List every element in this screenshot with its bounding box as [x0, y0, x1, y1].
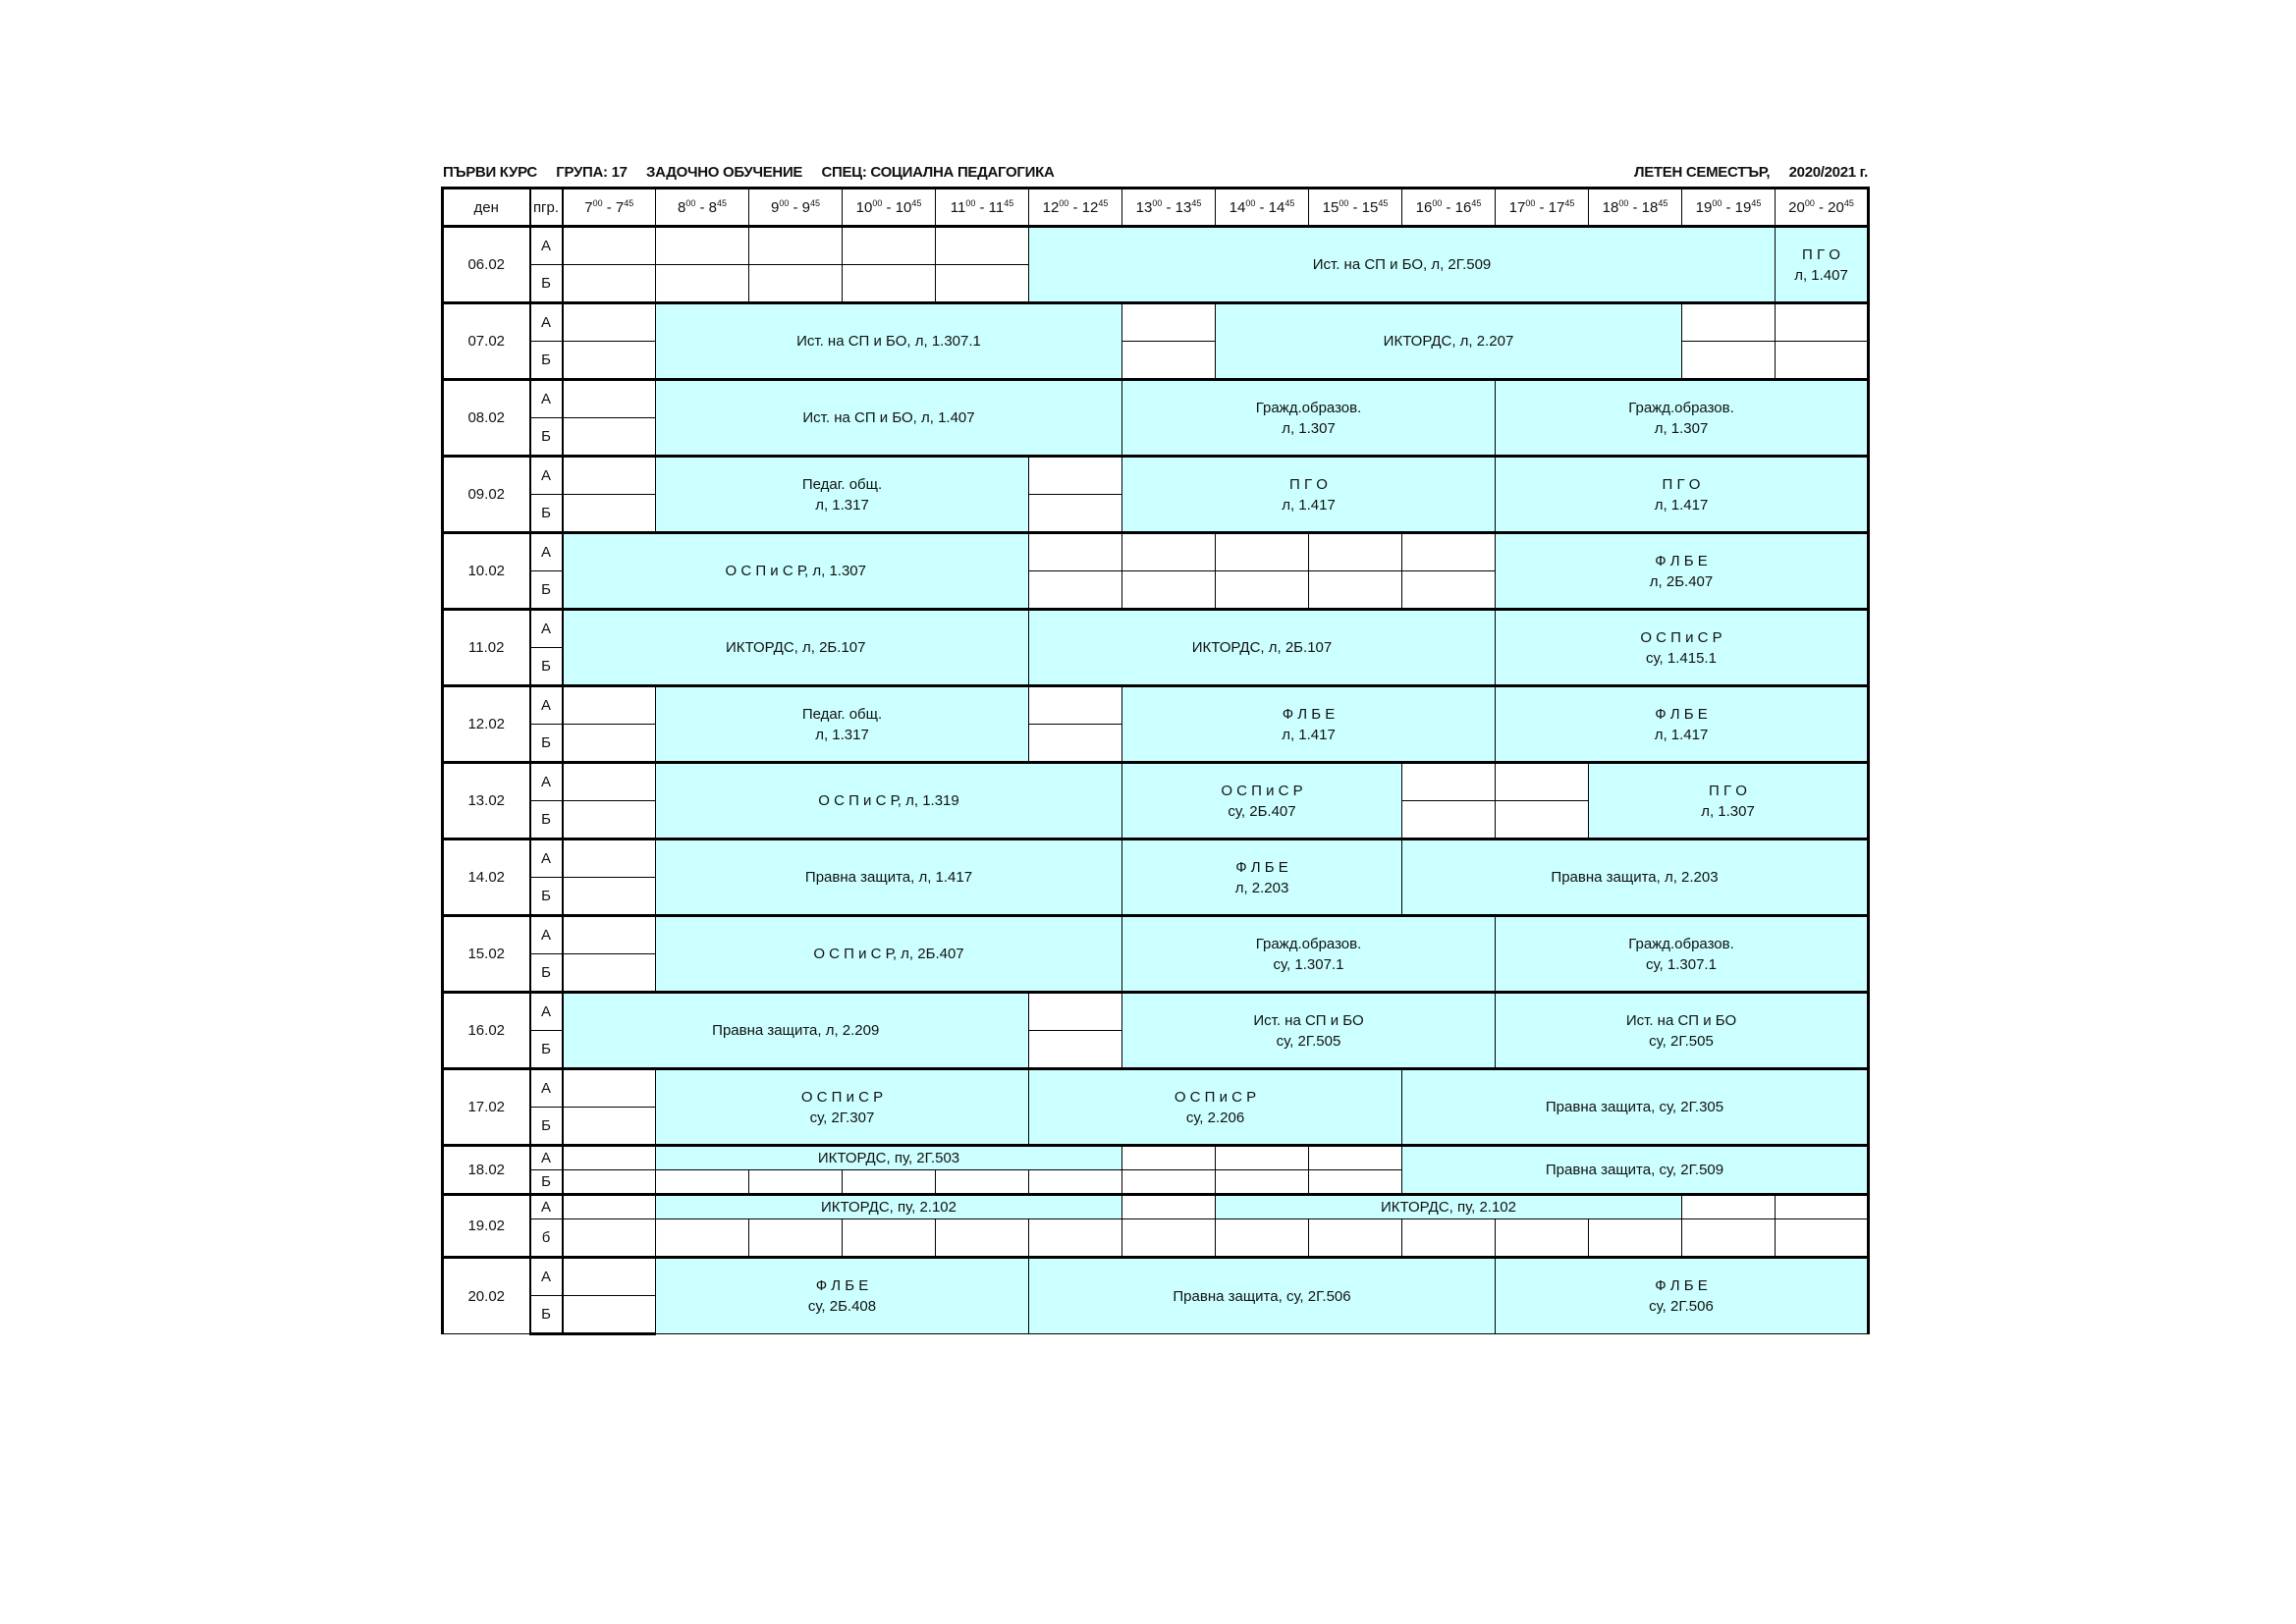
class-cell — [656, 1195, 1122, 1219]
class-room: л, 1.417 — [1654, 726, 1709, 743]
empty-slot — [563, 725, 656, 763]
day-row-a — [443, 1069, 1869, 1108]
class-name: Педаг. общ. — [801, 705, 883, 723]
empty-slot — [843, 265, 936, 303]
empty-slot — [1029, 993, 1122, 1031]
class-cell — [1122, 839, 1402, 916]
empty-slot — [563, 839, 656, 878]
empty-slot — [563, 1146, 656, 1170]
class-room: л, 1.417 — [1654, 496, 1709, 514]
empty-slot — [1029, 1031, 1122, 1069]
day-date: 15.02 — [443, 916, 530, 993]
subgroup-label: Б — [530, 1031, 563, 1069]
empty-slot — [1776, 342, 1869, 380]
subgroup-label: Б — [530, 265, 563, 303]
class-cell — [656, 380, 1122, 457]
class-cell — [1216, 1195, 1682, 1219]
class-name: О С П и С Р, л, 2Б.407 — [813, 946, 964, 962]
day-date: 07.02 — [443, 303, 530, 380]
day-row-a — [443, 1258, 1869, 1296]
class-name: Ф Л Б Е — [1235, 858, 1288, 876]
class-cell — [1122, 763, 1402, 839]
class-cell — [1029, 1069, 1402, 1146]
empty-slot — [563, 801, 656, 839]
empty-slot — [1122, 533, 1216, 571]
timeslot-header: $20^{00} - 20^{45}$ — [1776, 189, 1869, 227]
day-row-a — [443, 227, 1869, 265]
subgroup-label: Б — [530, 571, 563, 610]
day-column-header: ден — [443, 189, 530, 227]
class-room: л, 1.407 — [1794, 266, 1848, 284]
empty-slot — [1496, 1219, 1589, 1258]
empty-slot — [563, 1296, 656, 1334]
class-room: л, 1.307 — [1701, 802, 1755, 820]
empty-slot — [1029, 533, 1122, 571]
subgroup-label: Б — [530, 648, 563, 686]
class-cell — [1216, 303, 1682, 380]
day-row-a — [443, 533, 1869, 571]
empty-slot — [1029, 686, 1122, 725]
subgroup-label: А — [530, 1258, 563, 1296]
schedule-header — [441, 163, 1868, 185]
class-cell — [1496, 457, 1869, 533]
empty-slot — [1029, 725, 1122, 763]
empty-slot — [1402, 533, 1496, 571]
day-row-a — [443, 1146, 1869, 1170]
class-name: Гражд.образов. — [1255, 399, 1362, 416]
timeslot-header: $17^{00} - 17^{45}$ — [1496, 189, 1589, 227]
class-name: Ф Л Б Е — [815, 1277, 869, 1294]
timeslot-header: $12^{00} - 12^{45}$ — [1029, 189, 1122, 227]
day-date: 10.02 — [443, 533, 530, 610]
class-cell — [656, 457, 1029, 533]
empty-slot — [1682, 303, 1776, 342]
class-cell — [1402, 839, 1869, 916]
day-date: 14.02 — [443, 839, 530, 916]
timeslot-header: $15^{00} - 15^{45}$ — [1309, 189, 1402, 227]
class-name: Ист. на СП и БО — [1253, 1011, 1364, 1029]
class-room: су, 2.206 — [1185, 1109, 1245, 1126]
timeslot-header: $9^{00} - 9^{45}$ — [749, 189, 843, 227]
day-row-b — [443, 1219, 1869, 1258]
day-row-a — [443, 993, 1869, 1031]
class-name: ИКТОРДС, пу, 2.102 — [821, 1199, 957, 1216]
subgroup-label: А — [530, 763, 563, 801]
class-room: су, 1.307.1 — [1273, 955, 1344, 973]
empty-slot — [1402, 1219, 1496, 1258]
subgroup-label: Б — [530, 801, 563, 839]
empty-slot — [1402, 763, 1496, 801]
class-name: О С П и С Р — [1640, 628, 1722, 646]
class-cell — [1029, 227, 1776, 303]
class-name: Правна защита, л, 1.417 — [804, 869, 973, 886]
class-name: Правна защита, су, 2Г.506 — [1173, 1287, 1351, 1305]
class-name: П Г О — [1662, 475, 1701, 493]
empty-slot — [936, 1219, 1029, 1258]
empty-slot — [563, 916, 656, 954]
class-cell — [563, 993, 1029, 1069]
class-cell — [1402, 1069, 1869, 1146]
empty-slot — [1776, 1195, 1869, 1219]
class-cell — [1029, 610, 1496, 686]
day-row-a — [443, 457, 1869, 495]
class-room: л, 1.307 — [1282, 419, 1336, 437]
class-name: Ист. на СП и БО — [1625, 1011, 1737, 1029]
empty-slot — [1309, 533, 1402, 571]
empty-slot — [563, 1108, 656, 1146]
empty-slot — [656, 1170, 749, 1195]
empty-slot — [749, 1219, 843, 1258]
day-row-a — [443, 380, 1869, 418]
class-cell — [1122, 686, 1496, 763]
empty-slot — [563, 954, 656, 993]
day-date: 09.02 — [443, 457, 530, 533]
empty-slot — [1216, 1170, 1309, 1195]
class-cell — [656, 916, 1122, 993]
class-room: су, 2Б.407 — [1228, 802, 1296, 820]
empty-slot — [843, 227, 936, 265]
subgroup-label: б — [530, 1219, 563, 1258]
class-name: Правна защита, л, 2.203 — [1551, 869, 1719, 886]
class-name: Педаг. общ. — [801, 475, 883, 493]
class-cell — [1589, 763, 1869, 839]
subgroup-label: Б — [530, 495, 563, 533]
class-room: л, 1.307 — [1654, 419, 1709, 437]
subgroup-label: Б — [530, 725, 563, 763]
class-name: Гражд.образов. — [1255, 935, 1362, 952]
class-name: ИКТОРДС, пу, 2Г.503 — [817, 1150, 960, 1166]
empty-slot — [749, 265, 843, 303]
day-row-a — [443, 763, 1869, 801]
class-cell — [1496, 993, 1869, 1069]
empty-slot — [1122, 342, 1216, 380]
class-room: су, 2Г.506 — [1649, 1298, 1714, 1315]
subgroup-label: Б — [530, 954, 563, 993]
subgroup-label: А — [530, 227, 563, 265]
day-date: 18.02 — [443, 1146, 530, 1195]
empty-slot — [563, 1195, 656, 1219]
class-room: л, 1.317 — [815, 726, 869, 743]
empty-slot — [656, 227, 749, 265]
class-cell — [563, 533, 1029, 610]
day-row-a — [443, 1195, 1869, 1219]
empty-slot — [563, 227, 656, 265]
empty-slot — [656, 1219, 749, 1258]
empty-slot — [1122, 1219, 1216, 1258]
day-date: 16.02 — [443, 993, 530, 1069]
empty-slot — [936, 227, 1029, 265]
empty-slot — [563, 303, 656, 342]
class-cell — [1122, 916, 1496, 993]
subgroup-column-header: пгр. — [530, 189, 563, 227]
class-cell — [656, 763, 1122, 839]
day-date: 13.02 — [443, 763, 530, 839]
empty-slot — [563, 1069, 656, 1108]
class-name: О С П и С Р — [800, 1088, 884, 1106]
empty-slot — [1216, 533, 1309, 571]
class-cell — [1496, 686, 1869, 763]
empty-slot — [749, 227, 843, 265]
empty-slot — [1029, 1219, 1122, 1258]
empty-slot — [1216, 1146, 1309, 1170]
class-room: л, 1.417 — [1282, 726, 1336, 743]
subgroup-label: А — [530, 993, 563, 1031]
class-name: Ф Л Б Е — [1655, 705, 1708, 723]
day-row-a — [443, 610, 1869, 648]
class-room: су, 2Г.505 — [1649, 1032, 1714, 1050]
timeslot-header: $7^{00} - 7^{45}$ — [563, 189, 656, 227]
empty-slot — [1122, 1195, 1216, 1219]
subgroup-label: А — [530, 1069, 563, 1108]
empty-slot — [1682, 1219, 1776, 1258]
class-cell — [656, 1069, 1029, 1146]
subgroup-label: Б — [530, 1296, 563, 1334]
empty-slot — [1216, 571, 1309, 610]
day-date: 19.02 — [443, 1195, 530, 1258]
subgroup-label: А — [530, 457, 563, 495]
class-cell — [1496, 916, 1869, 993]
class-name: Ист. на СП и БО, л, 1.307.1 — [796, 333, 981, 350]
class-name: Ист. на СП и БО, л, 1.407 — [802, 409, 975, 426]
class-cell — [656, 839, 1122, 916]
empty-slot — [563, 1258, 656, 1296]
class-name: О С П и С Р, л, 1.307 — [725, 563, 866, 579]
empty-slot — [1682, 1195, 1776, 1219]
empty-slot — [563, 457, 656, 495]
class-cell — [1496, 1258, 1869, 1334]
empty-slot — [563, 763, 656, 801]
empty-slot — [843, 1219, 936, 1258]
class-name: Ф Л Б Е — [1655, 552, 1708, 569]
class-name: Правна защита, су, 2Г.509 — [1545, 1162, 1724, 1178]
subgroup-label: Б — [530, 1108, 563, 1146]
class-room: су, 1.307.1 — [1646, 955, 1717, 973]
empty-slot — [563, 1170, 656, 1195]
day-date: 08.02 — [443, 380, 530, 457]
class-room: су, 2Г.307 — [809, 1109, 875, 1126]
class-name: О С П и С Р, л, 1.319 — [818, 792, 959, 809]
class-cell — [656, 686, 1029, 763]
subgroup-label: А — [530, 686, 563, 725]
class-name: О С П и С Р — [1174, 1088, 1257, 1106]
empty-slot — [563, 1219, 656, 1258]
timeslot-header: $14^{00} - 14^{45}$ — [1216, 189, 1309, 227]
empty-slot — [843, 1170, 936, 1195]
subgroup-label: Б — [530, 878, 563, 916]
class-name: П Г О — [1802, 245, 1840, 263]
empty-slot — [1122, 1146, 1216, 1170]
subgroup-label: А — [530, 610, 563, 648]
subgroup-label: А — [530, 380, 563, 418]
timeslot-header: $13^{00} - 13^{45}$ — [1122, 189, 1216, 227]
subgroup-label: Б — [530, 418, 563, 457]
class-name: ИКТОРДС, пу, 2.102 — [1381, 1199, 1516, 1216]
subgroup-label: А — [530, 1195, 563, 1219]
class-name: Ист. на СП и БО, л, 2Г.509 — [1312, 256, 1492, 273]
class-cell — [656, 1258, 1029, 1334]
class-cell — [1496, 610, 1869, 686]
empty-slot — [1029, 571, 1122, 610]
timeslot-header: $11^{00} - 11^{45}$ — [936, 189, 1029, 227]
empty-slot — [1029, 495, 1122, 533]
class-name: ИКТОРДС, л, 2Б.107 — [726, 639, 866, 656]
schedule-table — [441, 187, 1870, 1335]
empty-slot — [656, 265, 749, 303]
empty-slot — [1682, 342, 1776, 380]
class-cell — [1122, 380, 1496, 457]
empty-slot — [1122, 1170, 1216, 1195]
class-name: Гражд.образов. — [1628, 399, 1734, 416]
day-row-a — [443, 303, 1869, 342]
empty-slot — [1776, 303, 1869, 342]
empty-slot — [749, 1170, 843, 1195]
timeslot-header: $18^{00} - 18^{45}$ — [1589, 189, 1682, 227]
empty-slot — [563, 265, 656, 303]
class-name: Правна защита, л, 2.209 — [712, 1022, 880, 1039]
empty-slot — [1309, 1219, 1402, 1258]
class-room: л, 2Б.407 — [1649, 572, 1714, 590]
class-name: П Г О — [1709, 782, 1747, 799]
class-room: су, 2Б.408 — [807, 1298, 877, 1315]
class-room: л, 2.203 — [1234, 879, 1289, 896]
class-name: Правна защита, су, 2Г.305 — [1545, 1099, 1724, 1115]
header-right: ЛЕТЕН СЕМЕСТЪР, 2020/2021 г. — [1633, 164, 1868, 181]
class-cell — [1122, 457, 1496, 533]
empty-slot — [1496, 801, 1589, 839]
subgroup-label: А — [530, 303, 563, 342]
day-date: 11.02 — [443, 610, 530, 686]
empty-slot — [1216, 1219, 1309, 1258]
class-room: су, 2Г.505 — [1276, 1032, 1341, 1050]
day-date: 06.02 — [443, 227, 530, 303]
class-name: Гражд.образов. — [1628, 935, 1734, 952]
class-cell — [1496, 380, 1869, 457]
day-row-a — [443, 916, 1869, 954]
empty-slot — [563, 342, 656, 380]
day-date: 17.02 — [443, 1069, 530, 1146]
class-name: Ф Л Б Е — [1655, 1277, 1708, 1294]
class-cell — [563, 610, 1029, 686]
empty-slot — [1402, 801, 1496, 839]
empty-slot — [563, 495, 656, 533]
empty-slot — [563, 418, 656, 457]
empty-slot — [1496, 763, 1589, 801]
day-row-a — [443, 686, 1869, 725]
class-cell — [1029, 1258, 1496, 1334]
empty-slot — [1122, 303, 1216, 342]
empty-slot — [1309, 1146, 1402, 1170]
class-name: ИКТОРДС, л, 2Б.107 — [1191, 639, 1333, 656]
class-name: ИКТОРДС, л, 2.207 — [1383, 333, 1514, 350]
empty-slot — [563, 380, 656, 418]
class-cell — [656, 1146, 1122, 1170]
empty-slot — [1309, 571, 1402, 610]
empty-slot — [563, 878, 656, 916]
subgroup-label: Б — [530, 1170, 563, 1195]
class-name: Ф Л Б Е — [1282, 705, 1336, 723]
subgroup-label: А — [530, 839, 563, 878]
empty-slot — [1029, 457, 1122, 495]
class-cell — [1402, 1146, 1869, 1195]
day-date: 20.02 — [443, 1258, 530, 1334]
empty-slot — [936, 265, 1029, 303]
class-room: л, 1.417 — [1282, 496, 1336, 514]
class-cell — [656, 303, 1122, 380]
empty-slot — [1309, 1170, 1402, 1195]
subgroup-label: А — [530, 916, 563, 954]
subgroup-label: Б — [530, 342, 563, 380]
class-room: л, 1.317 — [815, 496, 869, 514]
subgroup-label: А — [530, 533, 563, 571]
class-cell — [1122, 993, 1496, 1069]
day-date: 12.02 — [443, 686, 530, 763]
empty-slot — [1776, 1219, 1869, 1258]
day-row-a — [443, 839, 1869, 878]
empty-slot — [563, 686, 656, 725]
header-left: ПЪРВИ КУРС ГРУПА: 17 ЗАДОЧНО ОБУЧЕНИЕ СПЕЦ: СОЦИАЛНА ПЕДАГОГИКА — [443, 164, 1055, 181]
timeslot-header: $19^{00} - 19^{45}$ — [1682, 189, 1776, 227]
header-row — [443, 189, 1869, 227]
class-cell — [1496, 533, 1869, 610]
empty-slot — [1402, 571, 1496, 610]
class-name: П Г О — [1289, 475, 1328, 493]
timeslot-header: $16^{00} - 16^{45}$ — [1402, 189, 1496, 227]
subgroup-label: А — [530, 1146, 563, 1170]
class-room: су, 1.415.1 — [1646, 649, 1717, 667]
empty-slot — [936, 1170, 1029, 1195]
empty-slot — [1122, 571, 1216, 610]
timeslot-header: $10^{00} - 10^{45}$ — [843, 189, 936, 227]
class-cell — [1776, 227, 1869, 303]
timeslot-header: $8^{00} - 8^{45}$ — [656, 189, 749, 227]
class-name: О С П и С Р — [1221, 782, 1303, 799]
empty-slot — [1589, 1219, 1682, 1258]
empty-slot — [1029, 1170, 1122, 1195]
